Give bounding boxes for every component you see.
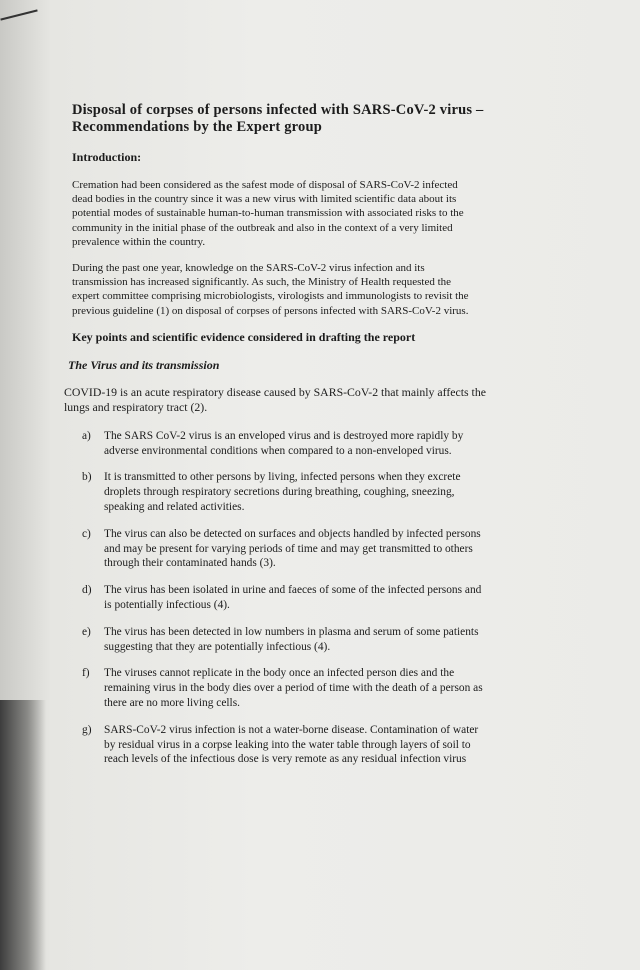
list-item: [82, 625, 574, 655]
list-item-line: by residual virus in a corpse leaking into the water table through layers of soil to: [104, 738, 471, 751]
pen-mark: [0, 9, 37, 20]
paragraph-line: previous guideline (1) on disposal of corpses of persons infected with SARS-CoV-2 virus.: [72, 304, 469, 317]
list-item: [82, 583, 574, 613]
paragraph-line: prevalence within the country.: [72, 235, 206, 248]
list-item-text: [104, 583, 574, 613]
key-points-heading: Key points and scientific evidence considered in drafting the report: [72, 329, 416, 344]
list-item-line: is potentially infectious (4).: [104, 599, 230, 611]
paragraph-line: potential modes of sustainable human-to-human transmission with associated risks to the: [72, 207, 464, 220]
list-item-line: there are no more living cells.: [104, 696, 241, 709]
list-item-line: droplets through respiratory secretions during breathing, coughing, sneezing,: [104, 486, 455, 499]
list-item: [82, 470, 574, 514]
list-marker: c): [82, 527, 91, 540]
list-item-text: [104, 666, 574, 710]
list-item: [82, 429, 574, 459]
list-item: [82, 666, 574, 710]
paragraph-line: COVID-19 is an acute respiratory disease caused by SARS-CoV-2 that mainly affects the: [64, 384, 486, 399]
virus-transmission-heading: The Virus and its transmission: [68, 357, 220, 372]
list-item-line: through their contaminated hands (3).: [104, 557, 276, 570]
evidence-list: [82, 429, 574, 767]
list-item-line: The virus has been detected in low numbers in plasma and serum of some patients: [104, 625, 479, 638]
list-item-line: reach levels of the infectious dose is very remote as any residual infection virus: [104, 753, 467, 766]
list-marker: f): [82, 667, 90, 680]
covid-intro: [64, 385, 574, 415]
paragraph-line: community in the initial phase of the outbreak and also in the context of a very limited: [72, 221, 453, 234]
list-marker: d): [82, 584, 92, 597]
list-marker: a): [82, 429, 91, 442]
list-item-line: It is transmitted to other persons by living, infected persons when they excrete: [104, 471, 461, 484]
paragraph-line: Cremation had been considered as the safest mode of disposal of SARS-CoV-2 infected: [72, 179, 458, 191]
title-line-1: Disposal of corpses of persons infected with SARS-CoV-2 virus –: [72, 102, 484, 118]
list-item-line: suggesting that they are potentially infectious (4).: [104, 640, 331, 653]
paragraph-line: lungs and respiratory tract (2).: [64, 399, 208, 414]
list-item-line: remaining virus in the body dies over a period of time with the death of a person as: [104, 682, 483, 695]
list-item-line: The viruses cannot replicate in the body once an infected person dies and the: [104, 667, 455, 680]
list-item-text: [104, 527, 574, 571]
list-marker: b): [82, 471, 92, 484]
list-item-line: adverse environmental conditions when compared to a non-enveloped virus.: [104, 444, 452, 457]
paragraph-2: [72, 261, 574, 318]
list-item-text: [104, 470, 574, 514]
paragraph-line: transmission has increased significantly. As such, the Ministry of Health requested the: [72, 276, 452, 289]
list-item-text: [104, 625, 574, 655]
paragraph-1: [72, 178, 574, 249]
list-item-line: and may be present for varying periods of time and may get transmitted to others: [104, 542, 473, 555]
list-item-line: speaking and related activities.: [104, 501, 245, 514]
list-item-text: [104, 429, 574, 459]
list-item-line: The SARS CoV-2 virus is an enveloped virus and is destroyed more rapidly by: [104, 429, 464, 442]
list-item-line: The virus can also be detected on surfaces and objects handled by infected persons: [104, 527, 481, 540]
introduction-heading: Introduction:: [72, 150, 142, 164]
document-content: [64, 102, 574, 779]
list-item-line: SARS-CoV-2 virus infection is not a water-borne disease. Contamination of water: [104, 723, 479, 736]
list-item: [82, 723, 574, 767]
list-item-line: The virus has been isolated in urine and faeces of some of the infected persons and: [104, 584, 482, 597]
list-marker: e): [82, 625, 91, 638]
list-item: [82, 527, 574, 571]
list-marker: g): [82, 723, 92, 736]
paragraph-line: dead bodies in the country since it was a new virus with limited scientific data about its: [72, 193, 457, 206]
title-line-2: Recommendations by the Expert group: [72, 119, 323, 135]
list-item-text: [104, 723, 574, 767]
page-shadow: [0, 700, 46, 970]
paragraph-line: expert committee comprising microbiologists, virologists and immunologists to revisit the: [72, 290, 469, 303]
document-title: [72, 102, 574, 136]
paragraph-line: During the past one year, knowledge on the SARS-CoV-2 virus infection and its: [72, 262, 425, 275]
